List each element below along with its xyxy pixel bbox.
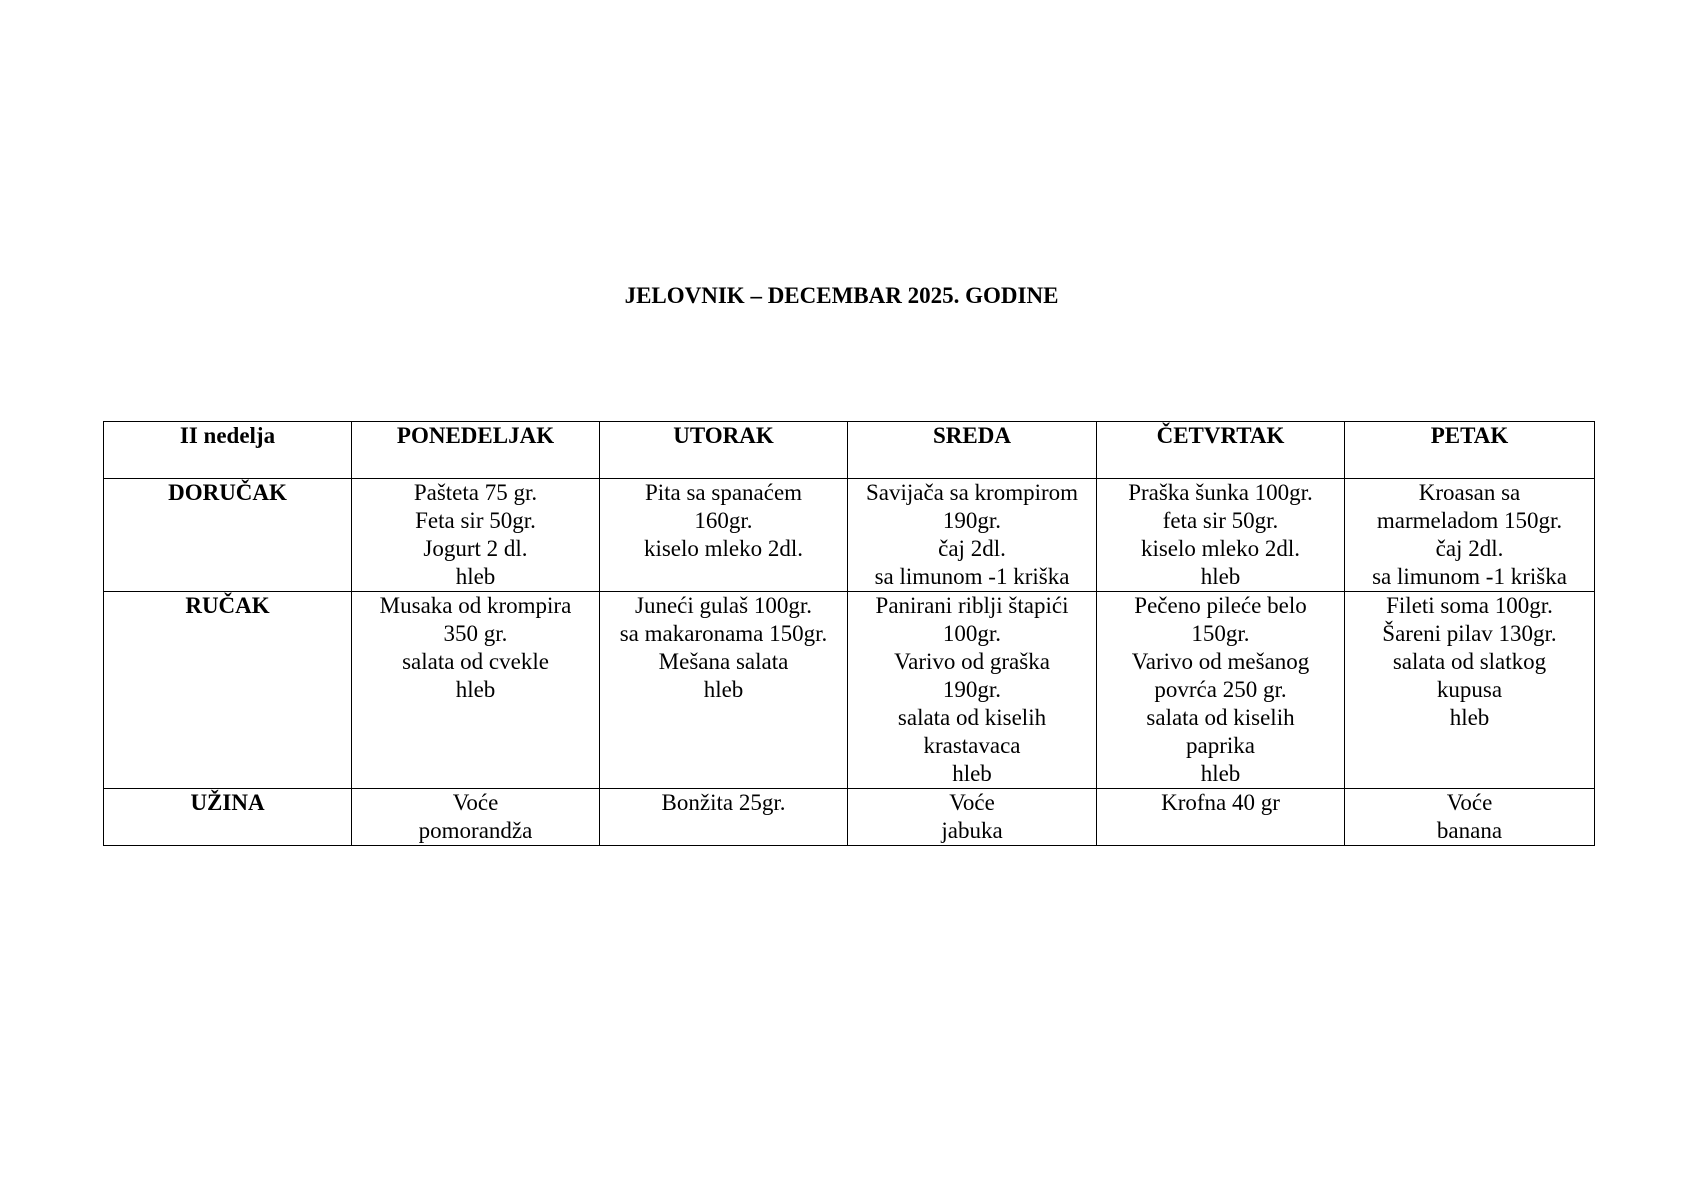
menu-cell-lunch-wednesday [848,592,1097,789]
menu-item-line: Krofna 40 gr [1161,790,1280,815]
menu-item-line: Panirani riblji štapići [875,593,1069,618]
menu-item-line: kupusa [1436,677,1503,702]
menu-cell-snack-friday [1345,789,1595,846]
menu-item-line: Pečeno pileće belo [1134,593,1307,618]
menu-item-line: 100gr. [942,621,1002,646]
menu-cell-lunch-tuesday [600,592,848,789]
menu-item-line: čaj 2dl. [1435,536,1504,561]
menu-item-line: Voće [949,790,995,815]
menu-item-line: Savijača sa krompirom [865,480,1079,505]
menu-item-line: krastavaca [923,733,1021,758]
menu-item-line: hleb [455,677,496,702]
menu-item-line: Pašteta 75 gr. [413,480,538,505]
day-header-tuesday: UTORAK [600,422,848,479]
menu-item-line: hleb [1200,761,1241,786]
menu-item-line: Jogurt 2 dl. [423,536,528,561]
menu-item-line: Mešana salata [658,649,789,674]
menu-cell-snack-monday [352,789,600,846]
menu-cell-lunch-friday [1345,592,1595,789]
menu-item-line: salata od slatkog [1392,649,1547,674]
day-header-monday: PONEDELJAK [352,422,600,479]
menu-item-line: hleb [952,761,992,786]
menu-item-line: hleb [1449,705,1490,730]
menu-table [103,421,1595,846]
table-row-breakfast [104,479,1595,592]
menu-item-line: marmeladom 150gr. [1376,508,1563,533]
day-header-wednesday: SREDA [848,422,1097,479]
menu-item-line: sa limunom -1 kriška [1372,564,1567,589]
day-header-thursday: ČETVRTAK [1097,422,1345,479]
menu-item-line: Varivo od graška [894,649,1050,674]
menu-cell-breakfast-tuesday [600,479,848,592]
menu-item-line: banana [1436,818,1503,843]
menu-cell-breakfast-friday [1345,479,1595,592]
menu-item-line: Voće [1446,790,1493,815]
menu-item-line: sa limunom -1 kriška [874,564,1070,589]
menu-item-line: Voće [452,790,499,815]
menu-item-line: 350 gr. [443,621,508,646]
menu-item-line: 190gr. [942,677,1002,702]
meal-label-breakfast: DORUČAK [104,479,352,592]
menu-cell-lunch-monday [352,592,600,789]
menu-cell-breakfast-wednesday [848,479,1097,592]
menu-cell-snack-wednesday [848,789,1097,846]
day-header-friday: PETAK [1345,422,1595,479]
menu-item-line: Varivo od mešanog [1131,649,1310,674]
menu-item-line: feta sir 50gr. [1162,508,1279,533]
menu-item-line: salata od cvekle [402,649,549,674]
menu-item-line: sa makaronama 150gr. [619,621,828,646]
menu-cell-lunch-thursday [1097,592,1345,789]
menu-item-line: salata od kiselih [897,705,1047,730]
table-row-snack [104,789,1595,846]
menu-item-line: hleb [703,677,744,702]
menu-item-line: jabuka [941,818,1003,843]
menu-item-line: Pita sa spanaćem [644,480,803,505]
menu-item-line: Praška šunka 100gr. [1128,480,1313,505]
menu-item-line: Juneći gulaš 100gr. [635,593,812,618]
menu-item-line: Fileti soma 100gr. [1386,593,1553,618]
menu-item-line: kiselo mleko 2dl. [643,536,804,561]
table-row-lunch [104,592,1595,789]
page-title: JELOVNIK – DECEMBAR 2025. GODINE [624,283,1059,308]
menu-item-line: povrća 250 gr. [1154,677,1287,702]
menu-item-line: hleb [455,564,496,589]
menu-cell-breakfast-monday [352,479,600,592]
menu-item-line: 190gr. [942,508,1002,533]
menu-cell-breakfast-thursday [1097,479,1345,592]
menu-item-line: Kroasan sa [1418,480,1521,505]
menu-item-line: Musaka od krompira [379,593,572,618]
menu-item-line: Feta sir 50gr. [415,508,536,533]
meal-label-snack: UŽINA [104,789,352,846]
menu-item-line: 160gr. [694,508,753,533]
menu-item-line: Šareni pilav 130gr. [1382,621,1557,646]
meal-label-lunch: RUČAK [104,592,352,789]
menu-item-line: 150gr. [1191,621,1250,646]
menu-item-line: salata od kiselih [1146,705,1295,730]
week-header: II nedelja [104,422,352,479]
menu-item-line: kiselo mleko 2dl. [1140,536,1301,561]
menu-item-line: Bonžita 25gr. [661,790,786,815]
menu-item-line: hleb [1200,564,1241,589]
menu-item-line: čaj 2dl. [938,536,1006,561]
menu-cell-snack-tuesday [600,789,848,846]
header-row [104,422,1595,479]
menu-cell-snack-thursday [1097,789,1345,846]
menu-item-line: paprika [1186,733,1255,758]
menu-item-line: pomorandža [418,818,533,843]
